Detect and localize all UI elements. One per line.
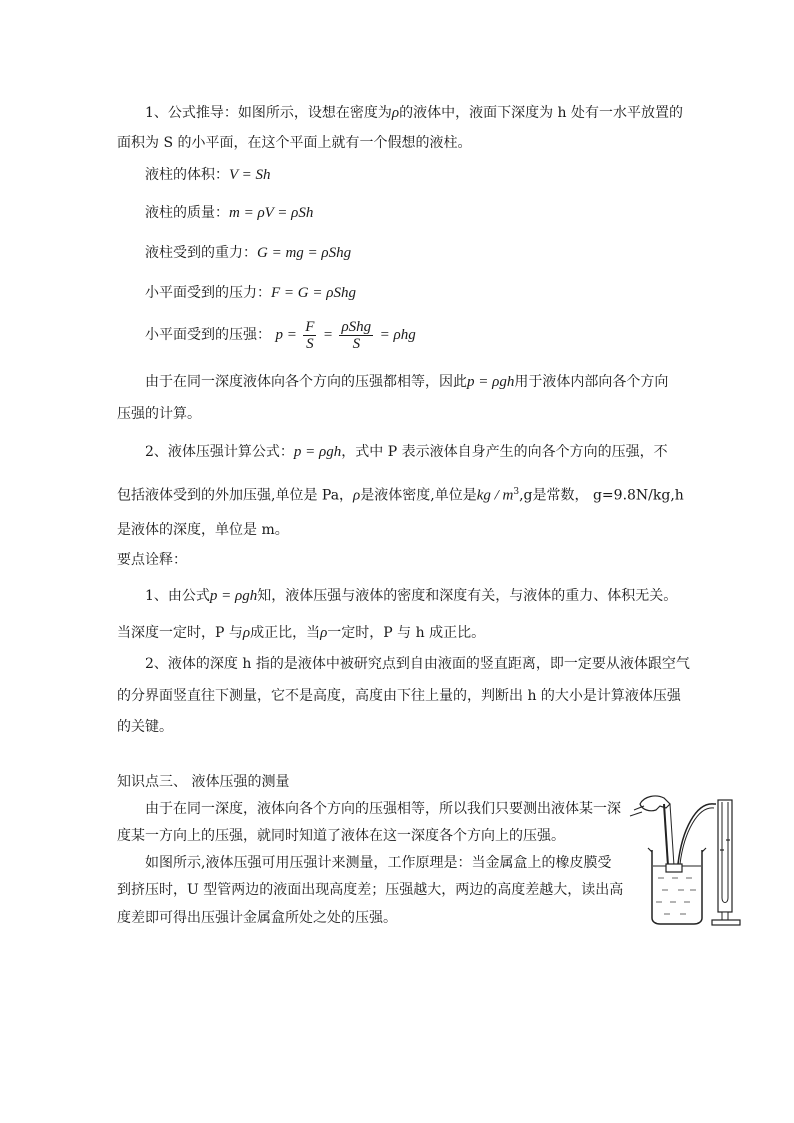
hand-icon <box>640 796 670 811</box>
section3-line1: 由于在同一深度，液体向各个方向的压强相等，所以我们只要测出液体某一深 <box>145 801 621 817</box>
keypoint1-line2: 当深度一定时，P 与ρ成正比，当ρ一定时，P 与 h 成正比。 <box>117 625 486 641</box>
mass-formula: m = ρV = ρSh <box>229 205 314 221</box>
rho-symbol: ρ <box>353 487 361 504</box>
pressure-formula: p = ρgh <box>467 374 515 390</box>
gravity-line: 液柱受到的重力：G = mg = ρShg <box>145 245 352 261</box>
section3-line5: 度差即可得出压强计金属盒所处之处的压强。 <box>117 910 397 926</box>
beaker <box>652 850 702 924</box>
same-depth-line2: 压强的计算。 <box>117 406 201 422</box>
keypoint2-line2: 的分界面竖直往下测量，它不是高度，高度由下往上量的，判断出 h 的大小是计算液体压强 <box>117 688 681 704</box>
density-unit: kg / m <box>476 487 514 504</box>
keypoint2-line1: 2、液体的深度 h 指的是液体中被研究点到自由液面的竖直距离，即一定要从液体跟空气 <box>145 656 690 672</box>
section3-title: 知识点三、 液体压强的测量 <box>117 774 290 790</box>
volume-line: 液柱的体积：V = Sh <box>145 167 271 183</box>
pressure-line: 小平面受到的压强： p = $\frac{F}{S}$ = $\frac{\text{ρShg}}{S}$ = ρhg <box>145 318 416 352</box>
section3-line2: 度某一方向上的压强，就同时知道了液体在这一深度各个方向上的压强。 <box>117 828 565 844</box>
derivation-intro-line2: 面积为 S 的小平面，在这个平面上就有一个假想的液柱。 <box>117 135 472 151</box>
pressure-formula: p = ρgh <box>293 444 342 460</box>
force-formula: F = G = ρShg <box>271 285 356 301</box>
fraction-f-over-s: $\frac{F}{S}$ <box>305 318 315 352</box>
pressure-gauge-figure <box>626 790 744 928</box>
section3-line4: 到挤压时，U 型管两边的液面出现高度差；压强越大，两边的高度差越大，读出高 <box>117 882 624 898</box>
formula-def-line3: 是液体的深度，单位是 m。 <box>117 522 289 538</box>
mass-line: 液柱的质量：m = ρV = ρSh <box>145 205 314 221</box>
gravity-formula: G = mg = ρShg <box>257 245 352 261</box>
pressure-formula: p = ρgh <box>209 588 258 604</box>
formula-def-line2: 包括液体受到的外加压强,单位是 Pa，ρ是液体密度,单位是kg / $m^3,g$是常数， g=9.8N/kg,h <box>117 487 684 504</box>
keypoint1-line1: 1、由公式p = ρgh知，液体压强与液体的密度和深度有关，与液体的重力、体积无关。 <box>145 588 678 604</box>
force-line: 小平面受到的压力：F = G = ρShg <box>145 285 356 301</box>
keypoint2-line3: 的关键。 <box>117 719 173 735</box>
volume-formula: V = Sh <box>229 167 271 183</box>
rho-symbol: ρ <box>391 105 400 121</box>
keypoints-title: 要点诠释： <box>117 552 187 568</box>
formula-def-line1: 2、液体压强计算公式：p = ρgh，式中 P 表示液体自身产生的向各个方向的压强，不 <box>145 444 668 460</box>
section3-line3: 如图所示,液体压强可用压强计来测量，工作原理是：当金属盒上的橡皮膜受 <box>145 855 612 871</box>
metal-box <box>666 864 682 872</box>
derivation-intro-line1: 1、公式推导：如图所示，设想在密度为ρ的液体中，液面下深度为 h 处有一水平放置的 <box>145 105 684 121</box>
fraction-rhoshg-over-s: $\frac{\text{ρShg}}{S}$ <box>341 318 372 352</box>
same-depth-line1: 由于在同一深度液体向各个方向的压强都相等，因此p = ρgh用于液体内部向各个方向 <box>145 374 669 390</box>
u-tube-board <box>718 800 732 912</box>
